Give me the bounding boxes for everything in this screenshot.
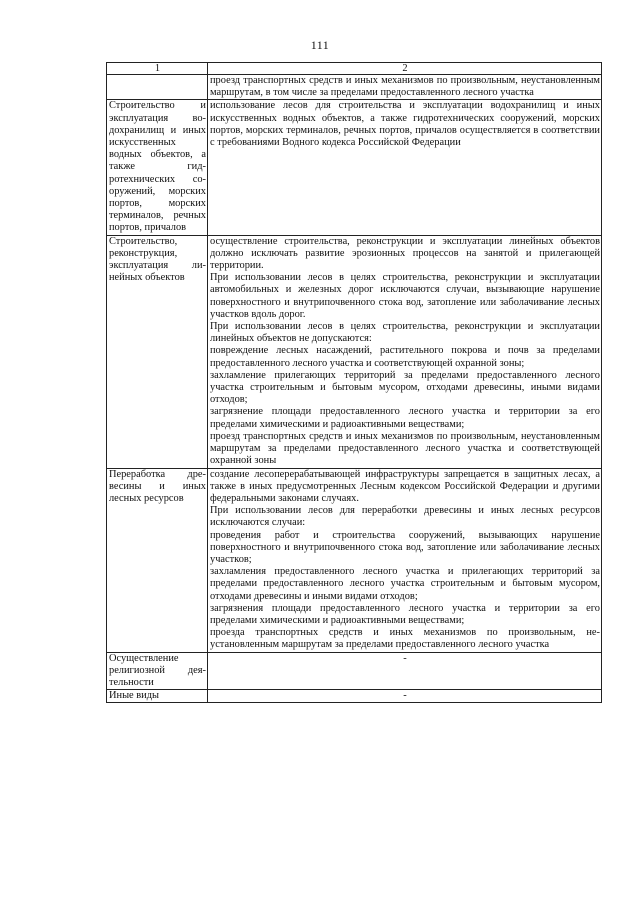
table-row [107, 235, 602, 468]
table-row [107, 100, 602, 235]
table-row [107, 652, 602, 690]
requirement-paragraph: захламление прилегающих территорий за пределами предоставленного лесного участка строительным и бытовым мусором, отходами древесины, иными видами отходов; [210, 369, 600, 406]
requirement-paragraph: загрязнения площади предоставленного лесного участка и территории за его пределами химическими и радиоактивными веществами; [210, 602, 600, 626]
requirements-cell [208, 235, 602, 468]
requirements-cell [208, 468, 602, 652]
requirement-paragraph: При использовании лесов для переработки древесины и иных лесных ресурсов исключаются случаи: [210, 505, 600, 529]
activity-cell: Переработка древесины и иных лесных ресурсов [107, 468, 208, 652]
requirements-cell: - [208, 652, 602, 690]
table-header-row [107, 63, 602, 75]
table-row [107, 468, 602, 652]
requirement-paragraph: При использовании лесов в целях строительства, реконструкции и эксплуатации автомобильных и железных дорог исключаются случаи, вызывающие нарушение поверхностного и внутрипочвенного стока вод, затопление или заболачивание лесных участков вдоль дорог. [210, 272, 600, 320]
table-row [107, 75, 602, 100]
page-number: 111 [310, 38, 330, 52]
requirement-paragraph: При использовании лесов в целях строительства, реконструкции и эксплуатации линейных объектов не допускаются: [210, 321, 600, 345]
column-header-1: 1 [107, 63, 208, 75]
requirements-cell [208, 100, 602, 235]
requirement-paragraph: захламления предоставленного лесного участка и прилегающих территорий за пределами предоставленного лесного участка строительным и бытовым мусором, отходами древесины и иными видами отходов; [210, 566, 600, 602]
requirement-paragraph: использование лесов для строительства и эксплуатации водохранилищ и иных искусственных водных объектов, а также гидротехнических сооружений, морских портов, морских терминалов, речных портов, причалов осуществляется в соответствии с требованиями Водного кодекса Российской Федерации [210, 100, 600, 149]
table-row [107, 690, 602, 703]
activity-cell [107, 75, 208, 100]
requirements-cell: - [208, 690, 602, 703]
column-header-2: 2 [208, 63, 602, 75]
requirement-paragraph: загрязнение площади предоставленного лесного участка и территории за его пределами химическими и радиоактивными веществами; [210, 406, 600, 430]
requirement-paragraph: проезд транспортных средств и иных механизмов по произвольным, неустановленным маршрутам за пределами предоставленного лесного участка и соответствующей охранной зоны [210, 430, 600, 467]
requirements-cell [208, 75, 602, 100]
activity-cell: Строительство и эксплуатация водохранилищ и иных искусственных водных объектов, а также гидротехнических сооружений, морских портов, морских терминалов, речных портов, причалов [107, 100, 208, 235]
activity-cell: Осуществление религиозной деятельности [107, 652, 208, 690]
requirement-paragraph: проезд транспортных средств и иных механизмов по произвольным, неустановленным маршрутам, в том числе за пределами предоставленного лесного участка [210, 75, 600, 99]
activity-cell: Строительство, реконструкция, эксплуатация линейных объектов [107, 235, 208, 468]
requirement-paragraph: создание лесоперерабатывающей инфраструктуры запрещается в защитных лесах, а также в иных предусмотренных Лесным кодексом Российской Федерации и другими федеральными законами случаях. [210, 468, 600, 504]
requirement-paragraph: проезда транспортных средств и иных механизмов по произвольным, неустановленным маршрутам за пределами предоставленного лесного участка [210, 627, 600, 651]
regulation-table [106, 62, 602, 703]
requirement-paragraph: осуществление строительства, реконструкции и эксплуатации линейных объектов должно исключать развитие эрозионных процессов на занятой и прилегающей территории. [210, 235, 600, 272]
requirement-paragraph: проведения работ и строительства сооружений, вызывающих нарушение поверхностного и внутрипочвенного стока вод, затопление или заболачивание лесных участков; [210, 529, 600, 565]
activity-cell: Иные виды [107, 690, 208, 703]
requirement-paragraph: повреждение лесных насаждений, растительного покрова и почв за пределами предоставленного лесного участка и соответствующей охранной зоны; [210, 345, 600, 369]
